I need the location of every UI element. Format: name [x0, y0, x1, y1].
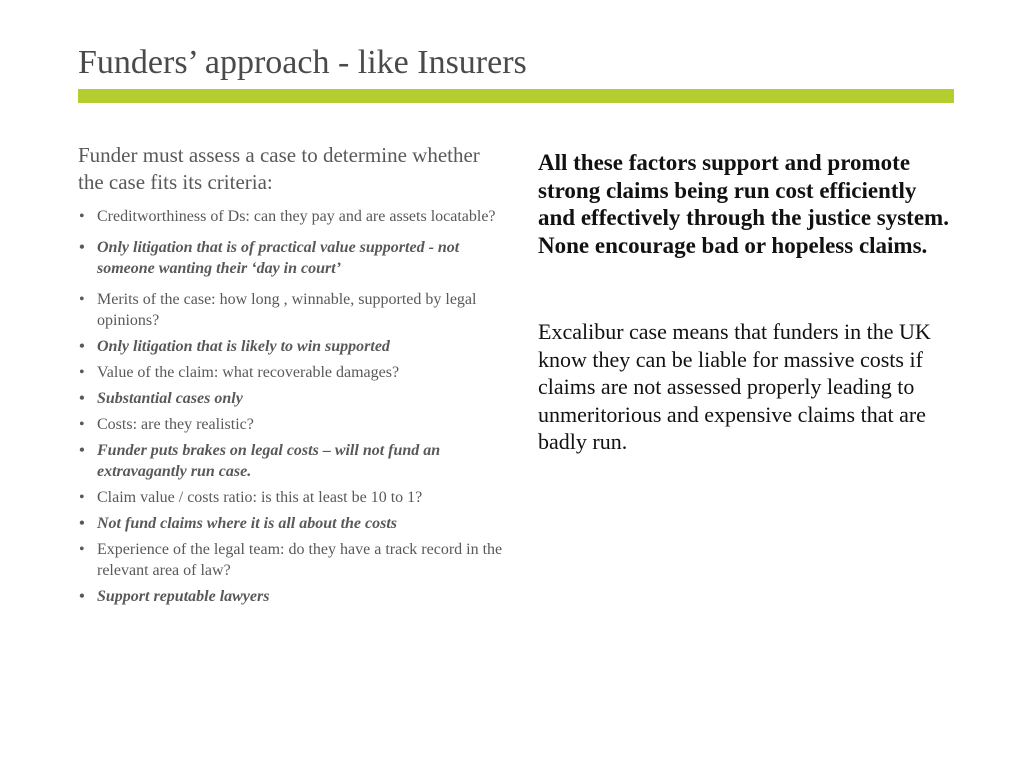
list-item-text: Not fund claims where it is all about the costs — [97, 515, 398, 532]
bullet-icon: • — [79, 541, 85, 558]
title-underline-bar — [78, 89, 954, 103]
bullet-icon: • — [79, 489, 85, 506]
bullet-icon: • — [79, 364, 85, 381]
bullet-icon: • — [79, 390, 85, 407]
list-item-text: Substantial cases only — [97, 390, 243, 407]
list-item — [78, 336, 508, 357]
list-item — [78, 237, 508, 279]
bullet-icon: • — [79, 416, 85, 433]
bullet-icon: • — [79, 515, 85, 532]
list-item-text: Only litigation that is of practical value supported - not someone wanting their ‘day in court’ — [97, 239, 460, 277]
list-item-text: Merits of the case: how long , winnable, supported by legal opinions? — [97, 291, 477, 329]
factors-statement: All these factors support and promote strong claims being run cost efficiently and effectively through the justice system. None encourage bad or hopeless claims. — [538, 150, 949, 258]
list-item — [78, 388, 508, 409]
bullet-icon: • — [79, 291, 85, 308]
slide-title: Funders’ approach - like Insurers — [78, 44, 527, 81]
list-item — [78, 539, 508, 581]
list-item — [78, 487, 508, 508]
bullet-icon: • — [79, 338, 85, 355]
list-item-text: Claim value / costs ratio: is this at least be 10 to 1? — [97, 489, 423, 506]
bullet-icon: • — [79, 239, 85, 256]
list-item — [78, 206, 508, 227]
right-column — [538, 149, 958, 456]
list-item-text: Costs: are they realistic? — [97, 416, 254, 433]
left-column — [78, 142, 508, 612]
list-item-text: Only litigation that is likely to win supported — [97, 338, 390, 355]
list-item — [78, 414, 508, 435]
criteria-list — [78, 206, 508, 607]
excalibur-statement: Excalibur case means that funders in the UK know they can be liable for massive costs if claims are not assessed properly leading to unmeritorious and expensive claims that are badly run. — [538, 319, 931, 454]
list-item — [78, 289, 508, 331]
list-item-text: Value of the claim: what recoverable damages? — [97, 364, 400, 381]
list-item — [78, 586, 508, 607]
criteria-intro: Funder must assess a case to determine whether the case fits its criteria: — [78, 143, 480, 194]
list-item — [78, 440, 508, 482]
bullet-icon: • — [79, 588, 85, 605]
bullet-icon: • — [79, 442, 85, 459]
list-item-text: Funder puts brakes on legal costs – will not fund an extravagantly run case. — [97, 442, 441, 480]
list-item-text: Support reputable lawyers — [97, 588, 270, 605]
list-item — [78, 513, 508, 534]
list-item — [78, 362, 508, 383]
bullet-icon: • — [79, 208, 85, 225]
list-item-text: Creditworthiness of Ds: can they pay and are assets locatable? — [97, 208, 496, 225]
list-item-text: Experience of the legal team: do they have a track record in the relevant area of law? — [97, 541, 503, 579]
